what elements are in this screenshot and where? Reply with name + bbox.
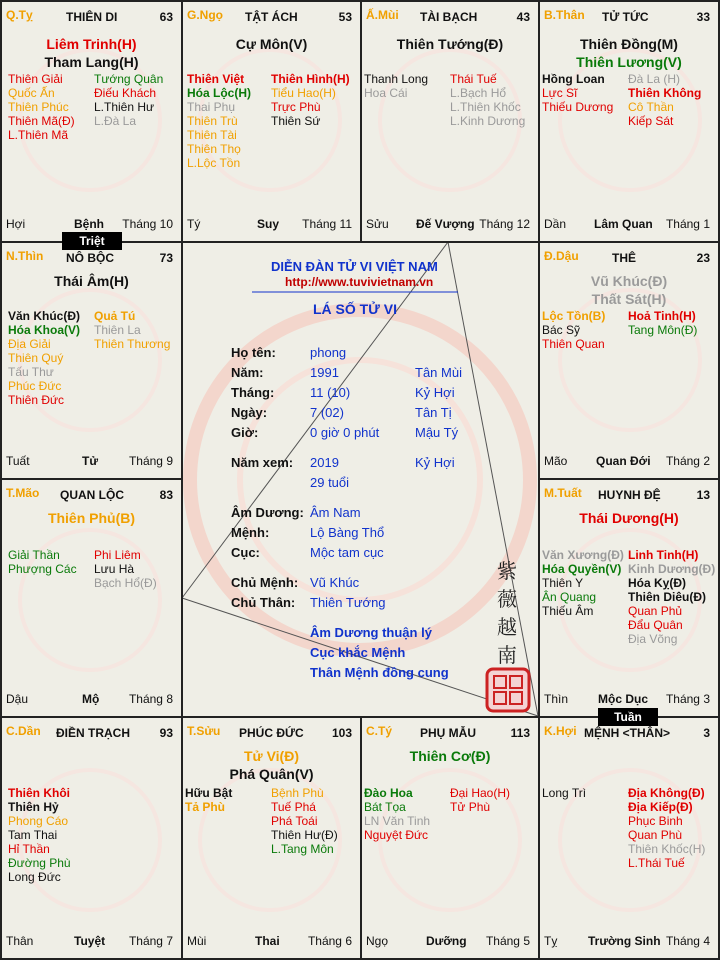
minor-star: Thiếu Âm — [542, 604, 594, 618]
palace-name: HUYNH ĐỆ — [598, 488, 661, 502]
main-star: Thiên Lương(V) — [576, 54, 682, 70]
minor-star: L.Thiên Khốc — [450, 100, 521, 114]
palace-branch: Tý — [187, 217, 201, 231]
palace-stem: C.Tý — [366, 724, 393, 738]
palace-branch: Sửu — [366, 217, 389, 231]
palace-tai-bach[interactable] — [362, 2, 538, 241]
palace-number: 13 — [696, 488, 710, 502]
minor-star: Bác Sỹ — [542, 323, 581, 337]
minor-star: Đào Hoa — [364, 786, 413, 800]
minor-star: Thiên Hỷ — [8, 800, 59, 814]
minor-star: Thiên Y — [542, 576, 584, 590]
note-3: Thân Mệnh đồng cung — [310, 665, 449, 680]
palace-branch: Dậu — [6, 692, 29, 706]
minor-star: Hóa Quyền(V) — [542, 562, 622, 576]
minor-star: Nguyệt Đức — [364, 828, 429, 842]
minor-star: Thiên Đức — [8, 393, 65, 407]
minor-star: Thiên Sứ — [271, 114, 321, 128]
palace-month: Tháng 3 — [665, 692, 710, 706]
palace-month: Tháng 8 — [128, 692, 173, 706]
minor-star: Thiên Quý — [8, 351, 64, 365]
minor-stars-right — [450, 786, 510, 814]
seal-char-1: 紫 — [497, 559, 517, 583]
red-seal-stamp — [485, 667, 531, 713]
minor-star: Tướng Quân — [94, 72, 164, 86]
palace-the[interactable] — [540, 243, 718, 478]
minor-star: LN Văn Tinh — [364, 814, 431, 828]
minor-star: Địa Không(Đ) — [628, 786, 705, 800]
minor-star: Lộc Tồn(B) — [542, 309, 606, 323]
minor-stars-left — [364, 72, 428, 100]
minor-star: Hóa Lộc(H) — [187, 86, 251, 100]
cuc-value: Mộc tam cục — [310, 545, 384, 560]
palace-number: 93 — [159, 726, 173, 740]
palace-branch: Thân — [6, 934, 34, 948]
minor-star: Bệnh Phù — [271, 786, 324, 800]
palace-branch: Tuất — [6, 454, 30, 468]
minor-star: L.Thiên Hư — [94, 100, 155, 114]
palace-cycle: Mộ — [82, 692, 100, 706]
minor-stars-right — [94, 309, 170, 351]
palace-name: ĐIỀN TRẠCH — [56, 726, 130, 740]
triet-tag: Triệt — [62, 232, 122, 250]
day-value: 7 (02) — [310, 405, 344, 420]
palace-number: 73 — [159, 251, 173, 265]
palace-thien-di[interactable] — [2, 2, 181, 241]
palace-branch: Ngọ — [366, 934, 389, 948]
minor-stars-left — [364, 786, 430, 842]
palace-number: 63 — [159, 10, 173, 24]
minor-star: Đẩu Quân — [628, 618, 683, 632]
palace-cycle: Suy — [257, 217, 280, 231]
main-star: Thiên Cơ(Đ) — [409, 748, 491, 764]
minor-star: Thiên La — [94, 323, 141, 337]
minor-star: Tử Phù — [450, 800, 491, 814]
palace-branch: Tỵ — [544, 934, 558, 948]
minor-stars-left — [542, 309, 605, 351]
palace-cycle: Đế Vượng — [416, 217, 475, 231]
palace-stem: M.Tuất — [544, 486, 582, 500]
minor-star: Long Trì — [542, 786, 587, 800]
palace-number: 3 — [703, 726, 710, 740]
minor-star: Thiên Việt — [187, 72, 245, 86]
minor-star: Địa Kiếp(Đ) — [628, 800, 693, 814]
minor-star: L.Bạch Hổ — [450, 86, 507, 100]
minor-star: Kinh Dương(Đ) — [628, 562, 716, 576]
palace-cycle: Tử — [82, 454, 99, 468]
minor-stars-right — [628, 786, 705, 870]
view-year-can: Kỷ Hợi — [415, 455, 455, 470]
minor-star: Thiên Khôi — [8, 786, 70, 800]
chart-title: LÁ SỐ TỬ VI — [313, 301, 397, 317]
minor-star: Ân Quang — [542, 590, 597, 604]
palace-phu-mau[interactable] — [362, 718, 538, 958]
amduong-label: Âm Dương: — [231, 505, 304, 520]
day-label: Ngày: — [231, 405, 268, 420]
minor-star: Phúc Đức — [8, 379, 62, 393]
seal-char-2: 薇 — [497, 587, 517, 611]
palace-stem: Ấ.Mùi — [366, 8, 399, 22]
palace-number: 103 — [331, 726, 352, 740]
minor-stars-left — [542, 548, 624, 618]
minor-star: Hoa Cái — [364, 86, 408, 100]
minor-star: Tam Thai — [8, 828, 58, 842]
minor-star: Phi Liêm — [94, 548, 141, 562]
minor-star: Quả Tú — [94, 309, 136, 323]
month-can: Kỷ Hợi — [415, 385, 455, 400]
minor-star: Thiên Thương — [94, 337, 171, 351]
palace-name: TẬT ÁCH — [245, 10, 298, 24]
name-label: Họ tên: — [231, 345, 276, 360]
seal-vertical-text — [495, 557, 519, 669]
minor-star: Hồng Loan — [542, 72, 605, 86]
view-year-value: 2019 — [310, 455, 339, 470]
name-value: phong — [310, 345, 347, 360]
hour-can: Mậu Tý — [415, 425, 459, 440]
minor-star: Phượng Các — [8, 562, 77, 576]
palace-branch: Dần — [544, 217, 567, 231]
minor-stars-right — [628, 548, 715, 646]
palace-stem: C.Dần — [6, 724, 41, 738]
tuan-tag: Tuần — [598, 708, 658, 726]
minor-star: L.Tang Môn — [271, 842, 334, 856]
palace-month: Tháng 1 — [665, 217, 710, 231]
palace-menh[interactable] — [540, 718, 718, 958]
palace-stem: T.Mão — [6, 486, 40, 500]
palace-number: 23 — [696, 251, 710, 265]
year-can: Tân Mùi — [415, 365, 462, 380]
forum-url[interactable]: http://www.tuvivietnam.vn — [285, 275, 434, 289]
minor-star: Kiếp Sát — [628, 114, 674, 128]
minor-star: Bạch Hổ(Đ) — [94, 576, 157, 590]
seal-char-4: 南 — [497, 643, 517, 667]
palace-branch: Thìn — [544, 692, 569, 706]
main-star: Thiên Đồng(M) — [580, 36, 678, 52]
palace-stem: T.Sửu — [187, 724, 221, 738]
minor-star: Tả Phù — [185, 800, 226, 814]
day-can: Tân Tị — [415, 405, 452, 420]
palace-month: Tháng 9 — [128, 454, 173, 468]
menh-label: Mệnh: — [231, 525, 270, 540]
minor-stars-right — [628, 72, 701, 128]
palace-cycle: Dưỡng — [426, 934, 467, 948]
minor-star: Thiên Quan — [542, 337, 605, 351]
minor-stars-left — [8, 548, 77, 576]
palace-tat-ach[interactable] — [183, 2, 360, 241]
minor-stars-left — [542, 786, 586, 800]
chumenh-value: Vũ Khúc — [310, 575, 360, 590]
minor-star: Địa Võng — [628, 632, 678, 646]
palace-name: PHỤ MẪU — [420, 726, 476, 740]
palace-number: 33 — [696, 10, 710, 24]
minor-star: Đường Phù — [8, 856, 71, 870]
minor-star: Thiên Giải — [8, 72, 63, 86]
palace-huynh-de[interactable] — [540, 480, 718, 716]
minor-star: Cô Thần — [628, 100, 674, 114]
note-2: Cục khắc Mệnh — [310, 645, 406, 660]
minor-star: Hỉ Thần — [8, 842, 50, 856]
hour-value: 0 giờ 0 phút — [310, 425, 380, 440]
palace-stem: Đ.Dậu — [544, 249, 579, 263]
palace-name: MỆNH <THÂN> — [584, 726, 671, 740]
minor-star: Long Đức — [8, 870, 61, 884]
minor-star: Hóa Khoa(V) — [8, 323, 80, 337]
palace-month: Tháng 7 — [128, 934, 173, 948]
palace-month: Tháng 6 — [307, 934, 352, 948]
palace-cycle: Trường Sinh — [588, 934, 661, 948]
palace-month: Tháng 5 — [485, 934, 530, 948]
palace-stem: Q.Tỵ — [6, 8, 33, 22]
palace-stem: B.Thân — [544, 8, 585, 22]
minor-star: Thiên Phúc — [8, 100, 69, 114]
palace-tu-tuc[interactable] — [540, 2, 718, 241]
palace-no-boc[interactable] — [2, 243, 181, 478]
minor-star: Thiên Mã(Đ) — [8, 114, 75, 128]
minor-star: Lực Sĩ — [542, 86, 578, 100]
minor-star: Tang Môn(Đ) — [628, 323, 698, 337]
palace-name: NÔ BỘC — [66, 251, 114, 265]
minor-stars-right — [628, 309, 697, 337]
main-star: Thái Âm(H) — [54, 273, 129, 289]
minor-star: Thái Tuế — [450, 72, 497, 86]
age-value: 29 tuổi — [310, 475, 350, 490]
palace-name: THIÊN DI — [66, 10, 118, 24]
minor-stars-right — [94, 72, 163, 128]
minor-stars-left — [542, 72, 613, 114]
palace-name: TÀI BẠCH — [420, 10, 478, 24]
palace-name: TỬ TỨC — [602, 10, 649, 24]
main-star: Tham Lang(H) — [44, 54, 139, 70]
minor-stars-left — [185, 786, 232, 814]
minor-stars-left — [8, 786, 71, 884]
minor-star: L.Kinh Dương — [450, 114, 526, 128]
minor-stars-right — [94, 548, 157, 590]
palace-stem: K.Hợi — [544, 724, 577, 738]
minor-star: Hóa Kỵ(Đ) — [628, 576, 687, 590]
minor-star: Thiên Không — [628, 86, 702, 100]
palace-cycle: Mộc Dục — [598, 692, 649, 706]
palace-month: Tháng 10 — [122, 217, 173, 231]
minor-star: L.Lộc Tồn — [187, 156, 241, 170]
minor-star: Đà La (H) — [628, 72, 681, 86]
minor-star: Tấu Thư — [8, 365, 54, 379]
palace-branch: Hợi — [6, 217, 26, 231]
palace-stem: N.Thìn — [6, 249, 44, 263]
palace-branch: Mùi — [187, 934, 207, 948]
main-star: Thiên Tướng(Đ) — [396, 36, 504, 52]
palace-quan-loc[interactable] — [2, 480, 181, 716]
minor-star: Bát Tọa — [364, 800, 406, 814]
palace-cycle: Bệnh — [74, 217, 104, 231]
minor-star: Quan Phủ — [628, 604, 683, 618]
minor-stars-left — [8, 72, 75, 142]
minor-stars-left — [187, 72, 251, 170]
main-star: Cự Môn(V) — [235, 36, 308, 52]
minor-star: Thai Phụ — [187, 100, 236, 114]
minor-star: Địa Giải — [8, 337, 51, 351]
minor-star: Thiên Thọ — [187, 142, 241, 156]
palace-cycle: Thai — [255, 934, 280, 948]
minor-star: Hữu Bật — [185, 786, 233, 800]
palace-branch: Mão — [544, 454, 568, 468]
chuthan-label: Chủ Thân: — [231, 595, 296, 610]
main-star: Phá Quân(V) — [229, 766, 314, 782]
minor-star: Phục Binh — [628, 814, 683, 828]
chumenh-label: Chủ Mệnh: — [231, 575, 299, 590]
minor-star: Linh Tinh(H) — [628, 548, 699, 562]
chuthan-value: Thiên Tướng — [310, 595, 386, 610]
year-label: Năm: — [231, 365, 264, 380]
palace-cycle: Lâm Quan — [594, 217, 653, 231]
palace-dien-trach[interactable] — [2, 718, 181, 958]
center-panel — [183, 243, 538, 716]
palace-name: PHÚC ĐỨC — [239, 726, 304, 740]
minor-star: Thanh Long — [364, 72, 429, 86]
minor-star: Thiên Hình(H) — [271, 72, 350, 86]
minor-star: Thiên Hư(Đ) — [271, 828, 338, 842]
minor-star: Thiên Tài — [187, 128, 237, 142]
minor-star: L.Thiên Mã — [8, 128, 69, 142]
main-star: Thiên Phủ(B) — [47, 510, 136, 526]
minor-star: Thiếu Dương — [542, 100, 614, 114]
main-star: Tử Vi(Đ) — [244, 748, 299, 764]
minor-star: Lưu Hà — [94, 562, 135, 576]
minor-star: Trực Phù — [271, 100, 321, 114]
minor-star: Điếu Khách — [94, 86, 157, 100]
menh-value: Lộ Bàng Thổ — [310, 525, 385, 540]
minor-stars-left — [8, 309, 80, 407]
palace-number: 83 — [159, 488, 173, 502]
main-star: Liêm Trinh(H) — [46, 36, 137, 52]
minor-star: Văn Xương(Đ) — [542, 548, 624, 562]
minor-star: Văn Khúc(Đ) — [8, 309, 80, 323]
cuc-label: Cục: — [231, 545, 260, 560]
palace-name: QUAN LỘC — [60, 488, 124, 502]
main-star: Thất Sát(H) — [591, 291, 667, 307]
minor-star: Thiên Khốc(H) — [628, 842, 706, 856]
minor-star: Phá Toái — [271, 814, 318, 828]
seal-char-3: 越 — [497, 615, 517, 639]
palace-stem: G.Ngọ — [187, 8, 223, 22]
minor-stars-right — [271, 72, 350, 128]
palace-number: 113 — [510, 726, 530, 740]
view-year-label: Năm xem: — [231, 455, 294, 470]
palace-month: Tháng 2 — [665, 454, 710, 468]
minor-stars-right — [271, 786, 338, 856]
minor-star: Đại Hao(H) — [450, 786, 511, 800]
palace-name: THÊ — [612, 251, 636, 265]
palace-month: Tháng 11 — [302, 217, 352, 231]
year-value: 1991 — [310, 365, 339, 380]
palace-phuc-duc[interactable] — [183, 718, 360, 958]
minor-star: Quốc Ấn — [8, 86, 55, 100]
palace-number: 43 — [516, 10, 530, 24]
main-star: Thái Dương(H) — [579, 510, 679, 526]
forum-title: DIỄN ĐÀN TỬ VI VIỆT NAM — [271, 259, 438, 274]
minor-star: L.Đà La — [94, 114, 137, 128]
month-label: Tháng: — [231, 385, 275, 400]
minor-star: Thiên Trù — [187, 114, 238, 128]
minor-star: Thiên Diêu(Đ) — [628, 590, 706, 604]
amduong-value: Âm Nam — [310, 505, 361, 520]
minor-star: Hoả Tinh(H) — [628, 309, 696, 323]
minor-star: Tiểu Hao(H) — [271, 86, 336, 100]
palace-number: 53 — [338, 10, 352, 24]
palace-cycle: Quan Đới — [596, 454, 651, 468]
note-1: Âm Dương thuận lý — [310, 625, 432, 640]
minor-star: Giải Thần — [8, 548, 60, 562]
hour-label: Giờ: — [231, 425, 259, 440]
palace-month: Tháng 4 — [665, 934, 710, 948]
minor-star: Phong Cáo — [8, 814, 69, 828]
main-star: Vũ Khúc(Đ) — [590, 273, 668, 289]
minor-star: L.Thái Tuế — [628, 856, 685, 870]
month-value: 11 (10) — [310, 385, 351, 400]
minor-star: Quan Phù — [628, 828, 683, 842]
palace-cycle: Tuyệt — [74, 934, 106, 948]
palace-month: Tháng 12 — [479, 217, 530, 231]
minor-stars-right — [450, 72, 525, 128]
minor-star: Tuế Phá — [271, 800, 316, 814]
